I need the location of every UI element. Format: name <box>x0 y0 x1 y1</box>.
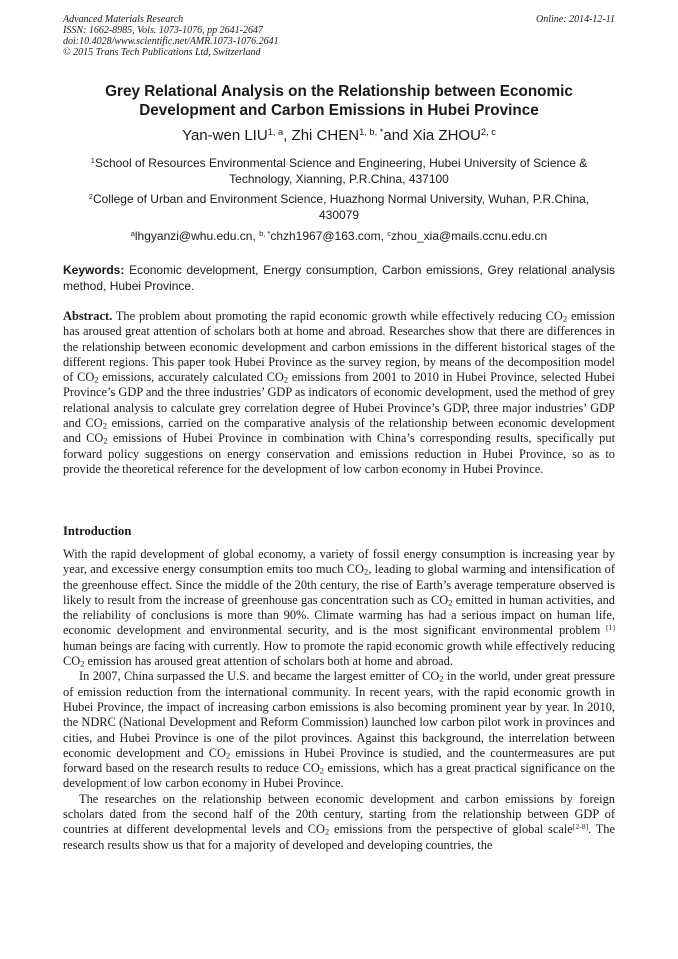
citation-ref: [1] <box>606 623 615 633</box>
paragraph-2 <box>63 669 615 791</box>
abstract-text: emissions, accurately calculated CO <box>98 370 284 385</box>
email-b-marker: b, * <box>259 228 271 238</box>
paragraph-3 <box>63 792 615 853</box>
subscript: 2 <box>364 566 369 577</box>
abstract-text: emissions, carried on the comparative analysis of the relationship between economic development and CO <box>63 416 616 446</box>
abstract-text: emissions of Hubei Province in combination with China’s corresponding results, specifically put forward policy suggestions on energy conservation and emissions reduction in Hubei Province, so as to provide the theoretical reference for the development of low carbon economy in Hubei Province. <box>63 431 616 476</box>
affiliation-2-line-1 <box>63 191 615 207</box>
subscript: 2 <box>319 765 325 776</box>
affiliation-1-line-1 <box>63 155 615 171</box>
affiliation-2-marker: 2 <box>88 191 93 201</box>
introduction-body <box>63 547 615 853</box>
doi-line: doi:10.4028/www.scientific.net/AMR.1073-1076.2641 <box>63 36 279 47</box>
subscript: 2 <box>94 374 99 385</box>
paragraph-text: emitted in human activities, and the reliability of conclusions is more than 90%. Climate warming has had a serious impact on human life, economic development and environmental security, and is the most significant environmental problem <box>63 592 615 638</box>
author-list <box>63 127 615 145</box>
subscript: 2 <box>225 750 231 761</box>
subscript: 2 <box>448 597 453 608</box>
email-c: zhou_xia@mails.ccnu.edu.cn <box>390 229 548 243</box>
email-b: chzh1967@163.com, <box>270 229 388 243</box>
author-1: Yan-wen LIU <box>182 127 268 144</box>
citation-ref: [2-8] <box>572 822 589 832</box>
journal-name: Advanced Materials Research <box>63 14 184 25</box>
paragraph-text: human beings are facing with currently. How to promote the rapid economic growth while effectively reducing CO <box>63 638 615 669</box>
affiliation-2 <box>63 191 615 223</box>
affiliation-1-text: School of Resources Environmental Science and Engineering, Hubei University of Science & <box>94 156 588 170</box>
paper-title <box>63 82 615 120</box>
affiliation-2-line-2: 430079 <box>318 208 360 222</box>
author-2-affil: 1, b, * <box>359 126 384 137</box>
paragraph-text: The researches on the relationship between economic development and carbon emissions by foreign scholars dated from the second half of the 20th century, starting from the relationship between GDP of countries at different developmental levels and CO <box>63 791 615 837</box>
keywords-text: Economic development, Energy consumption, Carbon emissions, Grey relational analysis method, Hubei Province. <box>63 263 615 293</box>
title-line-1: Grey Relational Analysis on the Relationship between Economic <box>105 83 573 100</box>
paragraph-text: , leading to global warming and intensification of the greenhouse effect. Since the middle of the 20th century, the rise of Earth’s average temperature observed is likely to result from the increase of greenhouse gas concentration such as CO <box>63 562 615 607</box>
abstract-text: emission has aroused great attention of scholars both at home and abroad. Researches show that there are differences in the relationship between economic development and carbon emissions in the different historical stages of the different regions. This paper took Hubei Province as the survey region, by means of the decomposition model of CO <box>63 309 616 385</box>
author-separator: , <box>283 127 292 144</box>
online-date: Online: 2014-12-11 <box>536 14 615 25</box>
affiliation-1 <box>63 155 615 187</box>
author-1-affil: 1, a <box>267 126 284 137</box>
issn-line: ISSN: 1662-8985, Vols. 1073-1076, pp 2641-2647 <box>63 25 263 36</box>
author-2: Zhi CHEN <box>291 127 360 144</box>
subscript: 2 <box>325 827 330 838</box>
abstract <box>63 309 615 477</box>
email-c-marker: c <box>387 228 391 238</box>
subscript: 2 <box>562 313 568 324</box>
paragraph-text: . The research results show us that for a majority of developed and developing countries, the <box>63 822 615 852</box>
copyright-line: © 2015 Trans Tech Publications Ltd, Switzerland <box>63 47 261 58</box>
subscript: 2 <box>439 674 444 685</box>
author-3: Xia ZHOU <box>412 127 481 144</box>
affiliation-2-text: College of Urban and Environment Science, Huazhong Normal University, Wuhan, P.R.China, <box>92 192 590 206</box>
affiliation-1-line-2: Technology, Xianning, P.R.China, 437100 <box>229 172 449 186</box>
abstract-text: The problem about promoting the rapid economic growth while effectively reducing CO <box>112 309 563 323</box>
paragraph-1 <box>63 547 615 669</box>
author-3-affil: 2, c <box>480 126 496 137</box>
affiliation-1-marker: 1 <box>90 155 95 165</box>
author-separator: and <box>383 127 413 144</box>
paragraph-text: emission has aroused great attention of scholars both at home and abroad. <box>84 654 453 669</box>
subscript: 2 <box>102 420 107 431</box>
paragraph-text: emissions, which has a great practical significance on the development of low carbon economy in Hubei Province. <box>63 761 615 791</box>
email-a: lhgyanzi@whu.edu.cn, <box>134 229 260 243</box>
keywords-label: Keywords: <box>63 263 125 277</box>
paragraph-text: in the world, under great pressure of emission reduction from the international community. In recent years, with the rapid economic growth in Hubei Province, the impact of increasing carbon emissions is also becoming prominent year by year. In 2010, the NDRC (National Development and Reform Commission) launched low carbon pilot work in provinces and cities, and Hubei Province is one of the pilot provinces. Against this background, the interrelation between economic development and CO <box>63 669 615 760</box>
abstract-label: Abstract. <box>63 309 113 323</box>
subscript: 2 <box>80 658 85 669</box>
paragraph-text: In 2007, China surpassed the U.S. and became the largest emitter of CO <box>79 669 440 684</box>
abstract-text: emissions from 2001 to 2010 in Hubei Province, selected Hubei Province’s GDP and the three industries’ GDP as indicators of economic development, used the method of grey relational analysis to calculate grey correlation degree of Hubei Province’s GDP, three major industries’ GDP and CO <box>63 370 615 431</box>
paragraph-text: With the rapid development of global economy, a variety of fossil energy consumption is increasing year by year, and excessive energy consumption emits too much CO <box>63 547 615 577</box>
section-heading-introduction: Introduction <box>63 524 132 538</box>
journal-header <box>63 14 279 58</box>
keywords <box>63 263 615 294</box>
subscript: 2 <box>103 436 108 447</box>
subscript: 2 <box>283 374 289 385</box>
title-line-2: Development and Carbon Emissions in Hubei Province <box>139 102 539 119</box>
author-emails <box>63 228 615 244</box>
paragraph-text: emissions from the perspective of global scale <box>329 822 573 837</box>
email-a-marker: a <box>130 228 135 238</box>
paragraph-text: emissions in Hubei Province is studied, and the countermeasures are put forward based on the research results to reduce CO <box>63 745 615 776</box>
